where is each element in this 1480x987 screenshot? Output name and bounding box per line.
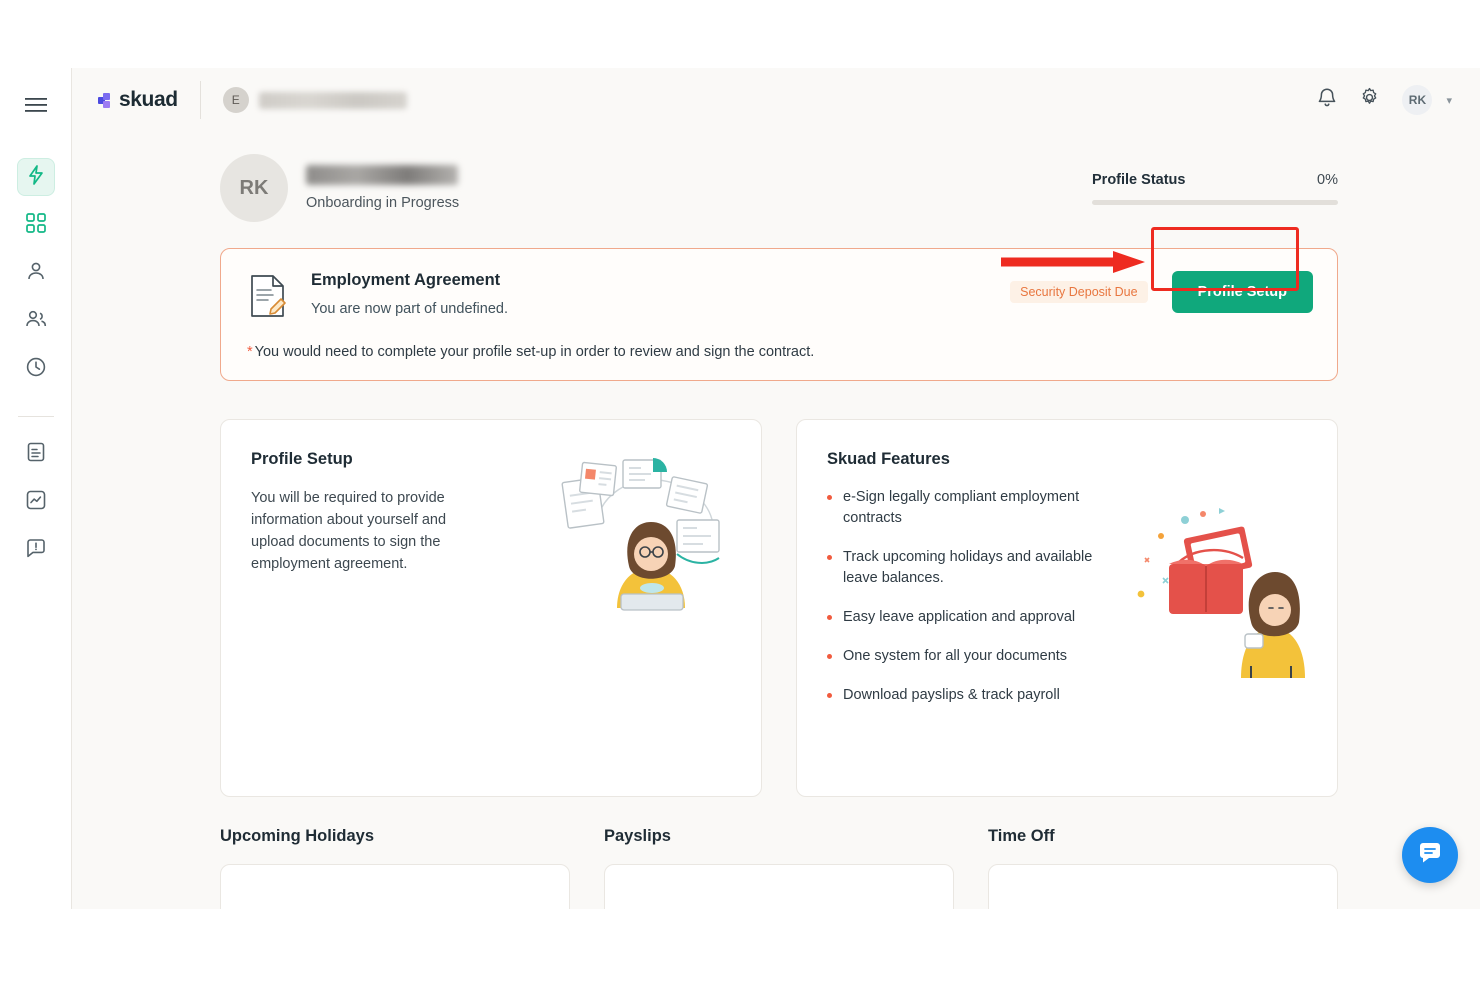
brand-logo[interactable] — [98, 88, 178, 112]
rail-divider — [18, 416, 54, 417]
payslips-column — [604, 827, 954, 909]
upcoming-holidays-column — [220, 827, 570, 909]
list-item: Download payslips & track payroll — [827, 685, 1127, 706]
list-item: Track upcoming holidays and available leave balances. — [827, 547, 1127, 589]
list-item: Easy leave application and approval — [827, 607, 1127, 628]
chat-bubble-icon — [1417, 840, 1443, 871]
agreement-note — [247, 344, 1313, 360]
skuad-features-card-title: Skuad Features — [827, 450, 950, 468]
skuad-mark-icon — [98, 93, 113, 108]
profile-progress-bar — [1092, 200, 1338, 205]
profile-setup-card-title: Profile Setup — [251, 450, 353, 468]
menu-toggle-button[interactable] — [17, 88, 55, 126]
onboarding-status-text: Onboarding in Progress — [306, 195, 460, 211]
page-content — [72, 132, 1480, 909]
main-area — [72, 68, 1480, 909]
sidebar-item-time-tracking[interactable] — [17, 350, 55, 388]
document-icon — [27, 442, 45, 467]
settings-button[interactable] — [1359, 87, 1380, 113]
time-off-column — [988, 827, 1338, 909]
annotation-arrow — [1001, 251, 1151, 273]
employment-agreement-banner — [220, 248, 1338, 381]
topbar-actions — [1317, 85, 1452, 115]
agreement-note-text: You would need to complete your profile set-up in order to review and sign the contract. — [254, 344, 815, 360]
time-off-card — [988, 864, 1338, 909]
app-window — [0, 68, 1480, 909]
org-name-redacted — [259, 92, 407, 109]
skuad-features-card — [796, 419, 1338, 797]
sidebar-item-team[interactable] — [17, 302, 55, 340]
profile-setup-button[interactable]: Profile Setup — [1172, 271, 1313, 313]
woman-at-laptop-illustration — [557, 458, 747, 623]
security-deposit-badge: Security Deposit Due — [1010, 281, 1147, 303]
sidebar-item-support[interactable] — [17, 531, 55, 569]
sidebar-item-dashboard[interactable] — [17, 206, 55, 244]
agreement-document-icon — [247, 273, 289, 324]
chat-support-button[interactable] — [1402, 827, 1458, 883]
profile-setup-card-text: You will be required to provide information about yourself and upload documents to sign the employment agreement. — [251, 490, 447, 572]
clock-icon — [26, 357, 46, 382]
chart-icon — [26, 490, 46, 515]
profile-name-redacted — [306, 165, 458, 185]
required-asterisk: * — [247, 344, 253, 360]
profile-identity — [306, 165, 459, 211]
payslips-title: Payslips — [604, 827, 671, 845]
agreement-title: Employment Agreement — [311, 271, 501, 289]
hamburger-icon — [25, 97, 47, 118]
info-cards-row — [220, 419, 1338, 797]
profile-status-percent: 0% — [1317, 171, 1338, 188]
profile-header — [220, 154, 1338, 222]
notifications-button[interactable] — [1317, 87, 1337, 114]
profile-setup-card — [220, 419, 762, 797]
people-icon — [25, 309, 47, 334]
sidebar-item-profile[interactable] — [17, 254, 55, 292]
bell-icon — [1317, 87, 1337, 114]
time-off-title: Time Off — [988, 827, 1055, 845]
skuad-features-list — [827, 487, 1127, 706]
top-bar — [72, 68, 1480, 132]
sidebar-item-documents[interactable] — [17, 435, 55, 473]
bottom-section — [220, 827, 1338, 909]
profile-status-label: Profile Status — [1092, 171, 1186, 188]
sidebar-item-reports[interactable] — [17, 483, 55, 521]
user-menu[interactable] — [1402, 85, 1452, 115]
agreement-text-block — [311, 271, 508, 317]
topbar-divider — [200, 81, 201, 119]
profile-status-widget — [1092, 172, 1338, 205]
chevron-down-icon: ▾ — [1446, 94, 1452, 107]
sidebar-item-quick-actions[interactable] — [17, 158, 55, 196]
org-selector[interactable] — [223, 87, 407, 113]
avatar: RK — [1402, 85, 1432, 115]
woman-reading-book-illustration — [1133, 506, 1333, 691]
brand-name: skuad — [119, 88, 178, 111]
gear-icon — [1359, 87, 1380, 113]
grid-icon — [26, 213, 46, 238]
profile-avatar: RK — [220, 154, 288, 222]
list-item: One system for all your documents — [827, 646, 1127, 667]
org-avatar: E — [223, 87, 249, 113]
upcoming-holidays-card — [220, 864, 570, 909]
person-icon — [26, 261, 46, 286]
payslips-card — [604, 864, 954, 909]
chat-icon — [26, 538, 46, 563]
list-item: e-Sign legally compliant employment contracts — [827, 487, 1127, 529]
agreement-subtitle: You are now part of undefined. — [311, 301, 508, 317]
upcoming-holidays-title: Upcoming Holidays — [220, 827, 375, 845]
agreement-actions — [1010, 271, 1313, 313]
lightning-icon — [28, 165, 44, 190]
left-icon-rail — [0, 68, 72, 909]
